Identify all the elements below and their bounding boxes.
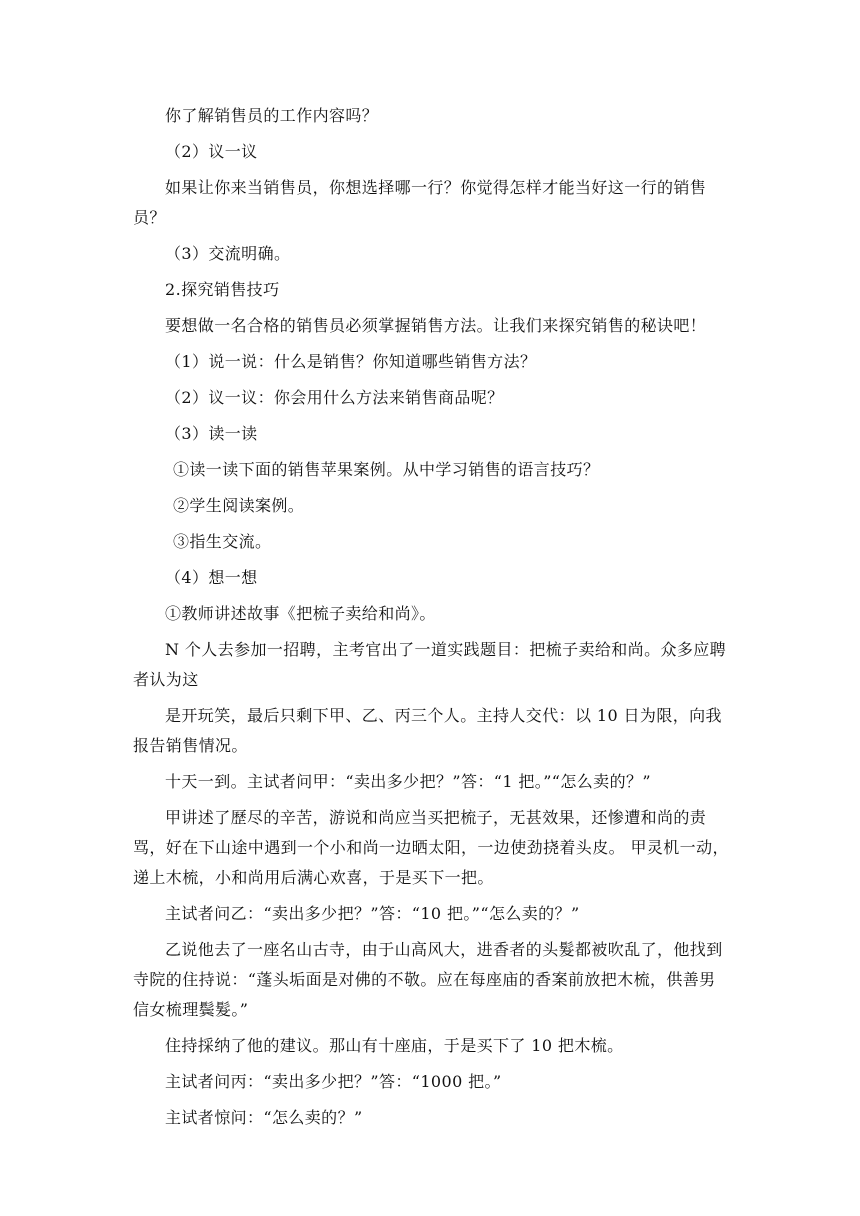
paragraph-abbot-accepts: 住持採纳了他的建议。那山有十座庙，于是买下了 10 把木梳。: [165, 1036, 624, 1055]
paragraph-question-job: 你了解销售员的工作内容吗？: [165, 106, 379, 125]
paragraph-skills-intro: 要想做一名合格的销售员必须掌握销售方法。让我们来探究销售的秘诀吧！: [165, 316, 707, 335]
paragraph-read-case: ①读一读下面的销售苹果案例。从中学习销售的语言技巧？: [173, 460, 600, 479]
paragraph-discuss-heading: （2）议一议: [165, 142, 258, 161]
paragraph-story-title: ①教师讲述故事《把梳子卖给和尚》。: [165, 604, 436, 623]
paragraph-read-heading: （3）读一读: [165, 424, 258, 443]
paragraph-jia-story: 甲讲述了歷尽的辛苦，游说和尚应当买把梳子，无甚效果，还惨遭和尚的责骂，好在下山途中遇到一个小和尚一边晒太阳，一边使劲挠着头皮。 甲灵机一动，递上木梳，小和尚用后满心欢喜，于是买下一把。: [133, 808, 729, 887]
paragraph-yi-story: 乙说他去了一座名山古寺，由于山高风大，进香者的头髮都被吹乱了，他找到寺院的住持说：“蓬头垢面是对佛的不敬。应在每座庙的香案前放把木梳，供善男信女梳理鬓髮。”: [133, 940, 723, 1019]
paragraph-say: （1）说一说：什么是销售？你知道哪些销售方法？: [165, 352, 537, 371]
paragraph-student-share: ③指生交流。: [173, 532, 272, 551]
document-body: [133, 101, 729, 1133]
paragraph-choose-industry: 如果让你来当销售员，你想选择哪一行？你觉得怎样才能当好这一行的销售员？: [133, 178, 707, 227]
paragraph-student-read: ②学生阅读案例。: [173, 496, 305, 515]
paragraph-ask-bing: 主试者问丙：“卖出多少把？”答：“1000 把。”: [165, 1072, 502, 1091]
paragraph-story-recruit: N 个人去参加一招聘，主考官出了一道实践题目：把梳子卖给和尚。众多应聘者认为这: [133, 640, 727, 689]
section-heading-skills: 2.探究销售技巧: [165, 280, 280, 299]
paragraph-ask-jia: 十天一到。主试者问甲：“卖出多少把？”答：“1 把。”“怎么卖的？”: [165, 772, 651, 791]
paragraph-think-heading: （4）想一想: [165, 568, 258, 587]
paragraph-ask-yi: 主试者问乙：“卖出多少把？”答：“10 把。”“怎么卖的？”: [165, 904, 580, 923]
paragraph-exchange: （3）交流明确。: [165, 244, 291, 263]
paragraph-story-remaining: 是开玩笑，最后只剩下甲、乙、丙三个人。主持人交代：以 10 日为限，向我报告销售情况。: [133, 706, 722, 755]
paragraph-surprised-question: 主试者惊问：“怎么卖的？”: [165, 1108, 363, 1127]
paragraph-discuss-method: （2）议一议：你会用什么方法来销售商品呢？: [165, 388, 504, 407]
